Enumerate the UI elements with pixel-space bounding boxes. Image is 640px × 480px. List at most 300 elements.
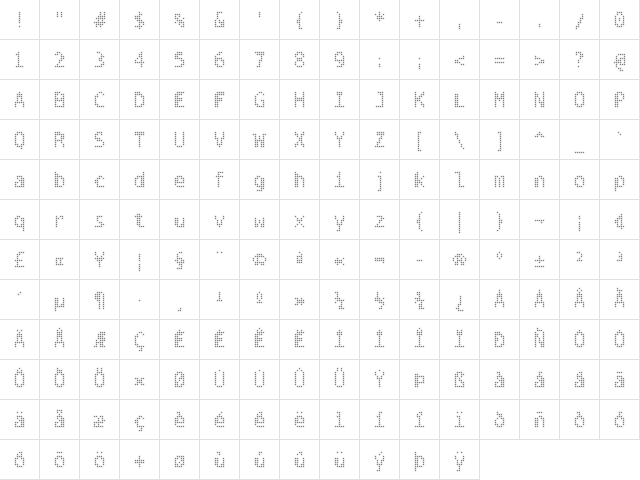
glyph-cell	[0, 0, 40, 40]
glyph-cell	[120, 160, 160, 200]
glyph-graphic	[40, 280, 80, 320]
glyph-graphic	[200, 400, 240, 440]
glyph-graphic	[120, 400, 160, 440]
glyph-cell	[80, 400, 120, 440]
glyph-cell	[240, 0, 280, 40]
glyph-cell	[600, 40, 640, 80]
glyph-graphic	[240, 80, 280, 120]
glyph-cell	[40, 400, 80, 440]
glyph-cell	[520, 240, 560, 280]
glyph-graphic	[200, 440, 240, 480]
glyph-cell	[80, 120, 120, 160]
glyph-graphic	[480, 320, 520, 360]
glyph-graphic	[440, 440, 480, 480]
glyph-cell	[200, 240, 240, 280]
glyph-graphic	[280, 120, 320, 160]
glyph-cell	[560, 160, 600, 200]
glyph-graphic	[400, 0, 440, 40]
glyph-cell	[240, 280, 280, 320]
glyph-graphic	[120, 280, 160, 320]
glyph-graphic	[280, 80, 320, 120]
glyph-cell	[200, 80, 240, 120]
glyph-graphic	[520, 240, 560, 280]
glyph-graphic	[320, 320, 360, 360]
glyph-graphic	[520, 0, 560, 40]
glyph-cell	[240, 400, 280, 440]
glyph-cell	[200, 440, 240, 480]
glyph-graphic	[240, 120, 280, 160]
glyph-cell	[320, 160, 360, 200]
glyph-graphic	[480, 400, 520, 440]
glyph-graphic	[360, 120, 400, 160]
glyph-graphic	[80, 40, 120, 80]
glyph-cell	[240, 120, 280, 160]
glyph-cell	[160, 80, 200, 120]
glyph-cell	[280, 0, 320, 40]
glyph-cell	[480, 120, 520, 160]
glyph-graphic	[360, 80, 400, 120]
glyph-graphic	[440, 80, 480, 120]
glyph-graphic	[480, 360, 520, 400]
glyph-graphic	[160, 400, 200, 440]
glyph-cell	[0, 240, 40, 280]
glyph-graphic	[240, 200, 280, 240]
glyph-cell	[280, 40, 320, 80]
glyph-cell	[120, 240, 160, 280]
glyph-cell	[200, 360, 240, 400]
glyph-cell	[440, 40, 480, 80]
glyph-graphic	[480, 280, 520, 320]
glyph-graphic	[400, 40, 440, 80]
glyph-cell	[80, 320, 120, 360]
glyph-graphic	[360, 400, 400, 440]
glyph-graphic	[400, 240, 440, 280]
glyph-graphic	[40, 440, 80, 480]
glyph-graphic	[80, 320, 120, 360]
glyph-graphic	[320, 40, 360, 80]
glyph-graphic	[80, 160, 120, 200]
glyph-cell	[400, 400, 440, 440]
glyph-cell	[320, 240, 360, 280]
glyph-cell	[80, 280, 120, 320]
glyph-graphic	[520, 40, 560, 80]
glyph-cell	[40, 0, 80, 40]
glyph-cell	[320, 80, 360, 120]
glyph-graphic	[600, 360, 640, 400]
glyph-graphic	[400, 160, 440, 200]
glyph-cell	[240, 200, 280, 240]
glyph-graphic	[320, 120, 360, 160]
glyph-cell	[400, 40, 440, 80]
glyph-cell	[440, 280, 480, 320]
glyph-graphic	[240, 440, 280, 480]
glyph-graphic	[200, 0, 240, 40]
glyph-cell	[360, 80, 400, 120]
glyph-graphic	[40, 360, 80, 400]
glyph-cell	[280, 240, 320, 280]
glyph-cell	[40, 80, 80, 120]
glyph-graphic	[120, 80, 160, 120]
glyph-graphic	[480, 80, 520, 120]
glyph-cell	[0, 320, 40, 360]
glyph-cell	[600, 120, 640, 160]
glyph-graphic	[400, 400, 440, 440]
glyph-cell	[400, 120, 440, 160]
glyph-graphic	[160, 160, 200, 200]
glyph-cell	[560, 120, 600, 160]
glyph-graphic	[560, 0, 600, 40]
glyph-graphic	[160, 40, 200, 80]
glyph-cell	[200, 160, 240, 200]
glyph-graphic	[320, 160, 360, 200]
glyph-cell	[600, 320, 640, 360]
glyph-graphic	[40, 400, 80, 440]
glyph-graphic	[280, 200, 320, 240]
glyph-graphic	[80, 200, 120, 240]
glyph-graphic	[520, 280, 560, 320]
glyph-graphic	[440, 360, 480, 400]
glyph-graphic	[120, 320, 160, 360]
glyph-cell	[520, 80, 560, 120]
glyph-graphic	[600, 280, 640, 320]
glyph-cell	[400, 160, 440, 200]
glyph-graphic	[560, 160, 600, 200]
glyph-graphic	[40, 240, 80, 280]
glyph-graphic	[160, 80, 200, 120]
glyph-cell	[560, 280, 600, 320]
glyph-graphic	[400, 200, 440, 240]
glyph-cell	[40, 320, 80, 360]
glyph-graphic	[80, 440, 120, 480]
glyph-graphic	[80, 0, 120, 40]
glyph-graphic	[480, 200, 520, 240]
glyph-cell	[400, 320, 440, 360]
glyph-graphic	[280, 360, 320, 400]
glyph-cell	[240, 80, 280, 120]
glyph-cell	[240, 320, 280, 360]
glyph-graphic	[0, 240, 40, 280]
glyph-graphic	[200, 200, 240, 240]
glyph-cell	[200, 120, 240, 160]
glyph-graphic	[320, 240, 360, 280]
glyph-cell	[40, 160, 80, 200]
glyph-cell	[600, 240, 640, 280]
glyph-graphic	[280, 280, 320, 320]
glyph-graphic	[200, 80, 240, 120]
glyph-cell	[520, 200, 560, 240]
glyph-cell	[360, 440, 400, 480]
glyph-graphic	[400, 80, 440, 120]
glyph-cell	[240, 440, 280, 480]
glyph-graphic	[600, 120, 640, 160]
glyph-cell	[560, 240, 600, 280]
glyph-cell	[400, 80, 440, 120]
glyph-graphic	[0, 360, 40, 400]
glyph-graphic	[280, 0, 320, 40]
glyph-cell	[320, 400, 360, 440]
glyph-graphic	[560, 40, 600, 80]
glyph-graphic	[560, 280, 600, 320]
glyph-graphic	[240, 400, 280, 440]
glyph-graphic	[360, 360, 400, 400]
glyph-cell	[480, 160, 520, 200]
glyph-cell	[440, 400, 480, 440]
glyph-cell	[40, 120, 80, 160]
glyph-graphic	[200, 280, 240, 320]
glyph-cell	[440, 320, 480, 360]
glyph-graphic	[240, 280, 280, 320]
glyph-cell	[440, 80, 480, 120]
glyph-graphic	[160, 280, 200, 320]
glyph-cell	[280, 280, 320, 320]
glyph-cell	[480, 280, 520, 320]
glyph-cell	[520, 120, 560, 160]
glyph-cell	[520, 40, 560, 80]
glyph-cell	[120, 400, 160, 440]
glyph-graphic	[0, 200, 40, 240]
glyph-graphic	[600, 200, 640, 240]
glyph-graphic	[40, 40, 80, 80]
glyph-graphic	[160, 240, 200, 280]
glyph-cell	[400, 0, 440, 40]
glyph-graphic	[160, 320, 200, 360]
glyph-cell	[80, 440, 120, 480]
glyph-graphic	[40, 200, 80, 240]
glyph-graphic	[320, 0, 360, 40]
glyph-graphic	[320, 200, 360, 240]
glyph-cell	[40, 440, 80, 480]
glyph-graphic	[600, 400, 640, 440]
glyph-cell	[520, 0, 560, 40]
glyph-cell	[40, 40, 80, 80]
glyph-graphic	[520, 320, 560, 360]
glyph-cell	[280, 320, 320, 360]
glyph-graphic	[520, 120, 560, 160]
glyph-graphic	[480, 240, 520, 280]
glyph-graphic	[120, 0, 160, 40]
glyph-graphic	[360, 0, 400, 40]
glyph-cell	[160, 320, 200, 360]
glyph-graphic	[480, 0, 520, 40]
glyph-cell	[200, 400, 240, 440]
glyph-graphic	[280, 240, 320, 280]
glyph-graphic	[0, 0, 40, 40]
glyph-cell	[280, 440, 320, 480]
glyph-graphic	[280, 320, 320, 360]
glyph-graphic	[160, 0, 200, 40]
glyph-cell	[160, 280, 200, 320]
glyph-graphic	[80, 280, 120, 320]
glyph-cell	[400, 280, 440, 320]
glyph-cell	[440, 200, 480, 240]
glyph-cell	[280, 360, 320, 400]
glyph-graphic	[240, 360, 280, 400]
glyph-cell	[280, 160, 320, 200]
glyph-cell	[360, 280, 400, 320]
glyph-cell	[520, 400, 560, 440]
glyph-graphic	[440, 320, 480, 360]
glyph-cell	[320, 280, 360, 320]
glyph-cell	[200, 0, 240, 40]
glyph-graphic	[360, 440, 400, 480]
glyph-graphic	[560, 200, 600, 240]
glyph-cell	[440, 120, 480, 160]
glyph-graphic	[400, 320, 440, 360]
glyph-cell	[560, 320, 600, 360]
glyph-graphic	[0, 80, 40, 120]
glyph-graphic	[320, 280, 360, 320]
glyph-graphic	[80, 240, 120, 280]
glyph-graphic	[440, 0, 480, 40]
glyph-graphic	[160, 120, 200, 160]
glyph-graphic	[40, 80, 80, 120]
glyph-cell	[480, 360, 520, 400]
glyph-graphic	[120, 440, 160, 480]
glyph-cell	[280, 400, 320, 440]
glyph-graphic	[80, 400, 120, 440]
glyph-graphic	[560, 240, 600, 280]
glyph-cell	[600, 280, 640, 320]
glyph-cell	[440, 440, 480, 480]
glyph-cell	[0, 160, 40, 200]
glyph-graphic	[600, 160, 640, 200]
glyph-graphic	[40, 320, 80, 360]
glyph-graphic	[520, 360, 560, 400]
glyph-cell	[600, 80, 640, 120]
glyph-cell	[400, 440, 440, 480]
glyph-cell	[480, 400, 520, 440]
glyph-cell	[480, 240, 520, 280]
glyph-graphic	[120, 200, 160, 240]
glyph-graphic	[240, 160, 280, 200]
glyph-cell	[80, 160, 120, 200]
glyph-graphic	[400, 360, 440, 400]
glyph-cell	[80, 80, 120, 120]
glyph-cell	[80, 360, 120, 400]
glyph-graphic	[400, 440, 440, 480]
glyph-cell	[80, 240, 120, 280]
glyph-graphic	[360, 200, 400, 240]
glyph-cell	[560, 40, 600, 80]
glyph-cell	[120, 360, 160, 400]
glyph-graphic	[400, 120, 440, 160]
glyph-graphic	[520, 160, 560, 200]
glyph-cell	[600, 360, 640, 400]
glyph-graphic	[480, 160, 520, 200]
glyph-graphic	[360, 280, 400, 320]
glyph-graphic	[120, 120, 160, 160]
glyph-cell	[40, 360, 80, 400]
glyph-cell	[280, 200, 320, 240]
glyph-graphic	[600, 320, 640, 360]
glyph-graphic	[0, 400, 40, 440]
glyph-graphic	[440, 120, 480, 160]
glyph-graphic	[160, 360, 200, 400]
glyph-cell	[240, 40, 280, 80]
glyph-cell	[360, 0, 400, 40]
glyph-cell	[400, 240, 440, 280]
glyph-graphic	[520, 80, 560, 120]
glyph-cell	[480, 320, 520, 360]
glyph-graphic	[160, 200, 200, 240]
glyph-graphic	[600, 0, 640, 40]
glyph-cell	[360, 40, 400, 80]
glyph-cell	[320, 0, 360, 40]
glyph-cell	[560, 200, 600, 240]
glyph-cell	[480, 40, 520, 80]
glyph-graphic	[200, 320, 240, 360]
glyph-cell	[0, 360, 40, 400]
glyph-cell	[240, 360, 280, 400]
glyph-graphic	[120, 240, 160, 280]
glyph-cell	[320, 320, 360, 360]
glyph-cell	[520, 160, 560, 200]
glyph-cell	[40, 200, 80, 240]
glyph-graphic	[480, 40, 520, 80]
glyph-graphic	[40, 160, 80, 200]
glyph-cell	[480, 200, 520, 240]
glyph-cell	[40, 280, 80, 320]
glyph-graphic	[40, 120, 80, 160]
glyph-cell	[600, 200, 640, 240]
glyph-graphic	[440, 40, 480, 80]
glyph-graphic	[240, 240, 280, 280]
glyph-graphic	[0, 280, 40, 320]
glyph-graphic	[600, 80, 640, 120]
glyph-cell	[240, 160, 280, 200]
glyph-graphic	[560, 360, 600, 400]
glyph-graphic	[320, 80, 360, 120]
glyph-cell	[360, 240, 400, 280]
glyph-cell	[0, 280, 40, 320]
glyph-cell	[200, 280, 240, 320]
glyph-cell	[560, 0, 600, 40]
glyph-graphic	[520, 400, 560, 440]
glyph-graphic	[280, 400, 320, 440]
glyph-cell	[160, 120, 200, 160]
glyph-cell	[0, 120, 40, 160]
glyph-graphic	[240, 40, 280, 80]
glyph-graphic	[600, 240, 640, 280]
glyph-cell	[600, 400, 640, 440]
glyph-graphic	[0, 120, 40, 160]
glyph-graphic	[560, 120, 600, 160]
glyph-graphic	[120, 160, 160, 200]
glyph-cell	[360, 320, 400, 360]
glyph-graphic	[360, 160, 400, 200]
glyph-cell	[360, 360, 400, 400]
glyph-graphic	[360, 40, 400, 80]
glyph-cell	[360, 200, 400, 240]
glyph-graphic	[200, 240, 240, 280]
glyph-cell	[600, 0, 640, 40]
glyph-cell	[400, 360, 440, 400]
glyph-graphic	[0, 320, 40, 360]
glyph-graphic	[520, 200, 560, 240]
glyph-cell	[120, 40, 160, 80]
glyph-graphic	[440, 160, 480, 200]
glyph-graphic	[440, 280, 480, 320]
glyph-graphic	[200, 360, 240, 400]
glyph-cell	[320, 120, 360, 160]
glyph-graphic	[0, 160, 40, 200]
glyph-cell	[160, 40, 200, 80]
glyph-cell	[160, 400, 200, 440]
glyph-graphic	[160, 440, 200, 480]
glyph-cell	[120, 80, 160, 120]
glyph-cell	[520, 280, 560, 320]
glyph-cell	[0, 440, 40, 480]
